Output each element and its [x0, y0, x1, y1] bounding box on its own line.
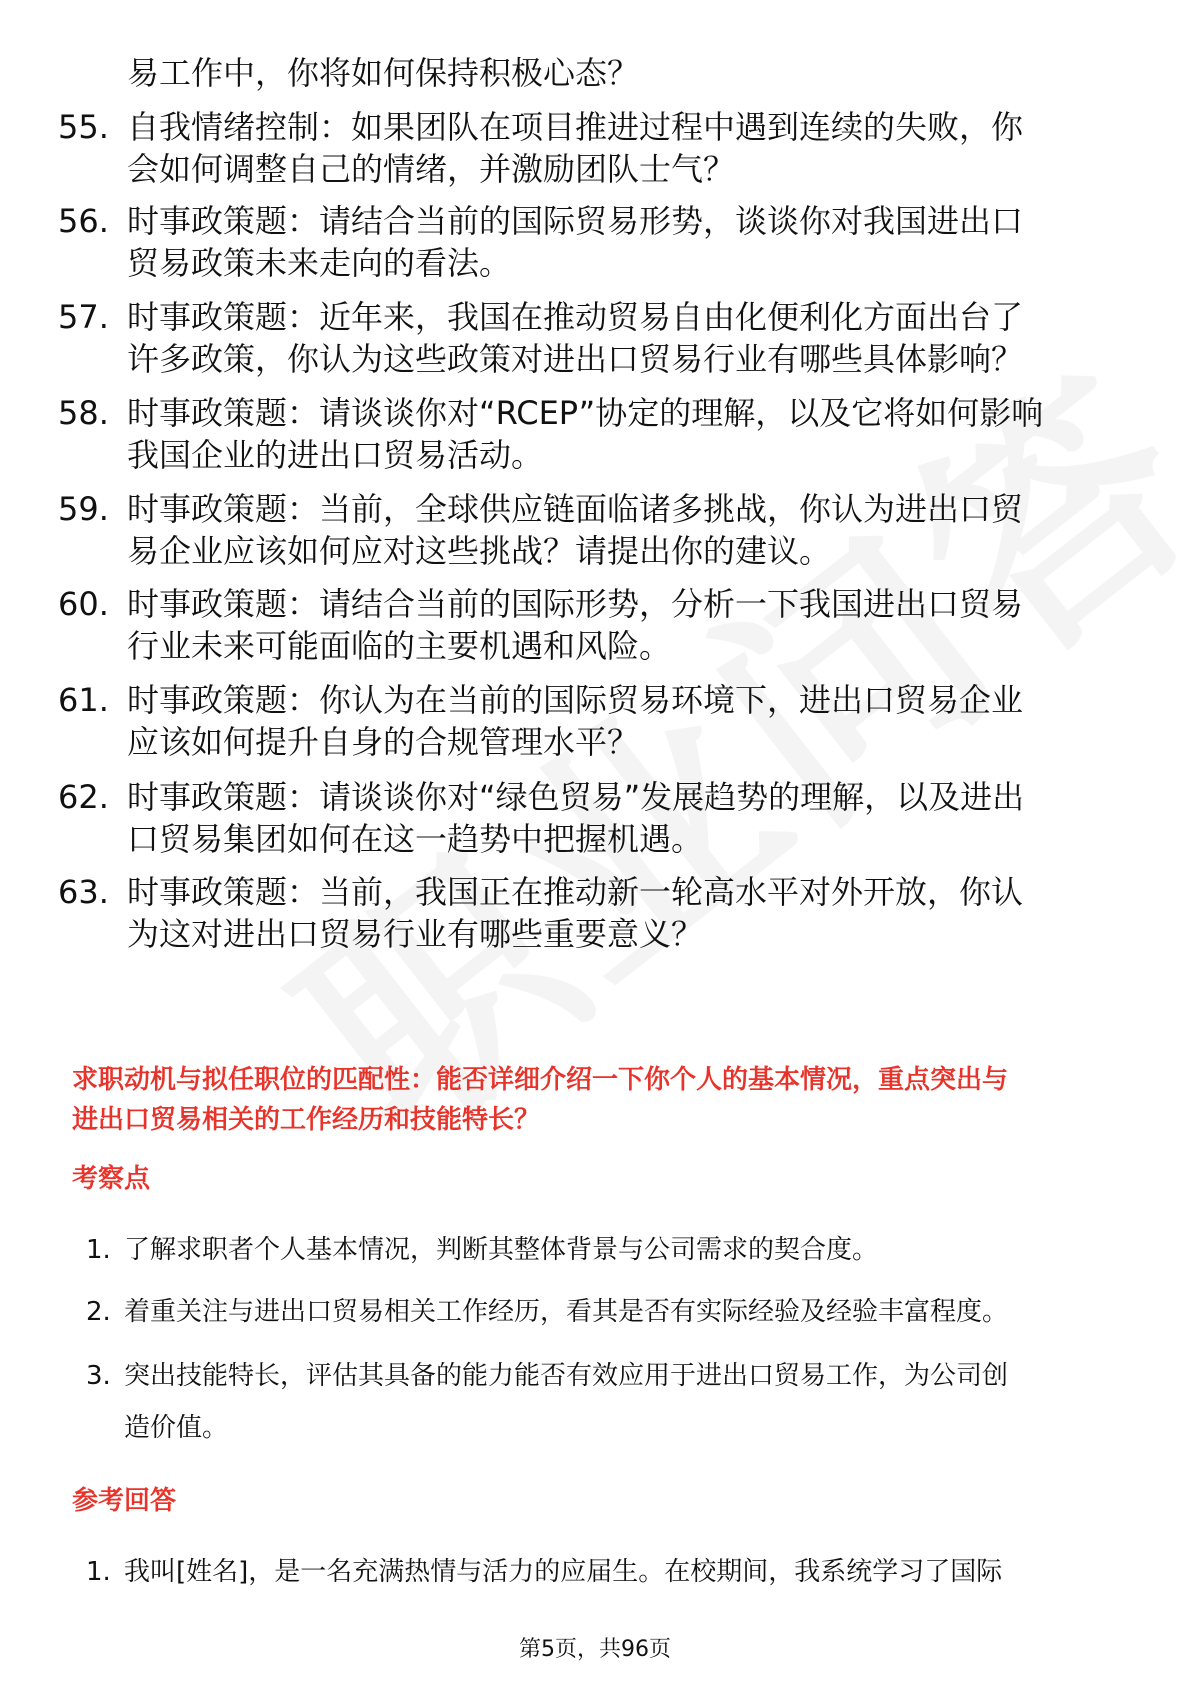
question-text: 时事政策题：当前，全球供应链面临诸多挑战，你认为进出口贸 易企业应该如何应对这些挑战？请提出你的建议。 [127, 490, 1024, 570]
question-text: 自我情绪控制：如果团队在项目推进过程中遇到连续的失败，你 会如何调整自己的情绪，并激励团队士气？ [127, 108, 1024, 188]
question-number: 58. [58, 394, 109, 432]
question-text: 时事政策题：请谈谈你对“绿色贸易”发展趋势的理解，以及进出 口贸易集团如何在这一趋势中把握机遇。 [127, 778, 1025, 858]
section-title: 求职动机与拟任职位的匹配性：能否详细介绍一下你个人的基本情况，重点突出与 进出口贸易相关的工作经历和技能特长？ [72, 1065, 1009, 1135]
list-item-number: 1. [86, 1235, 111, 1265]
list-item-text: 突出技能特长，评估其具备的能力能否有效应用于进出口贸易工作，为公司创 造价值。 [124, 1361, 1009, 1443]
question-text: 时事政策题：请谈谈你对“RCEP”协定的理解，以及它将如何影响 我国企业的进出口贸易活动。 [127, 394, 1044, 474]
points-heading: 考察点 [72, 1164, 151, 1194]
list-item-text: 着重关注与进出口贸易相关工作经历，看其是否有实际经验及经验丰富程度。 [124, 1297, 1009, 1327]
question-text: 时事政策题：近年来，我国在推动贸易自由化便利化方面出台了 许多政策，你认为这些政策对进出口贸易行业有哪些具体影响？ [127, 298, 1024, 378]
list-item-number: 1. [86, 1557, 111, 1587]
question-text: 时事政策题：请结合当前的国际形势，分析一下我国进出口贸易 行业未来可能面临的主要机遇和风险。 [127, 585, 1024, 665]
question-number: 61. [58, 681, 109, 719]
question-number: 59. [58, 490, 109, 528]
question-text: 时事政策题：你认为在当前的国际贸易环境下，进出口贸易企业 应该如何提升自身的合规管理水平？ [127, 681, 1024, 761]
page-number: 第5页，共96页 [519, 1637, 671, 1662]
question-number: 56. [58, 202, 109, 240]
question-number: 63. [58, 873, 109, 911]
question-number: 60. [58, 585, 109, 623]
list-item-number: 3. [86, 1361, 111, 1391]
list-item-number: 2. [86, 1297, 111, 1327]
list-item-text: 了解求职者个人基本情况，判断其整体背景与公司需求的契合度。 [124, 1235, 879, 1265]
question-text: 时事政策题：当前，我国正在推动新一轮高水平对外开放，你认 为这对进出口贸易行业有哪些重要意义？ [127, 873, 1024, 953]
question-number: 57. [58, 298, 109, 336]
question-continuation: 易工作中，你将如何保持积极心态？ [127, 54, 640, 92]
list-item-text: 我叫[姓名]，是一名充满热情与活力的应届生。在校期间，我系统学习了国际 [124, 1557, 1003, 1587]
question-number: 55. [58, 108, 109, 146]
question-number: 62. [58, 778, 109, 816]
answer-heading: 参考回答 [72, 1486, 177, 1516]
question-text: 时事政策题：请结合当前的国际贸易形势，谈谈你对我国进出口 贸易政策未来走向的看法。 [127, 202, 1024, 282]
